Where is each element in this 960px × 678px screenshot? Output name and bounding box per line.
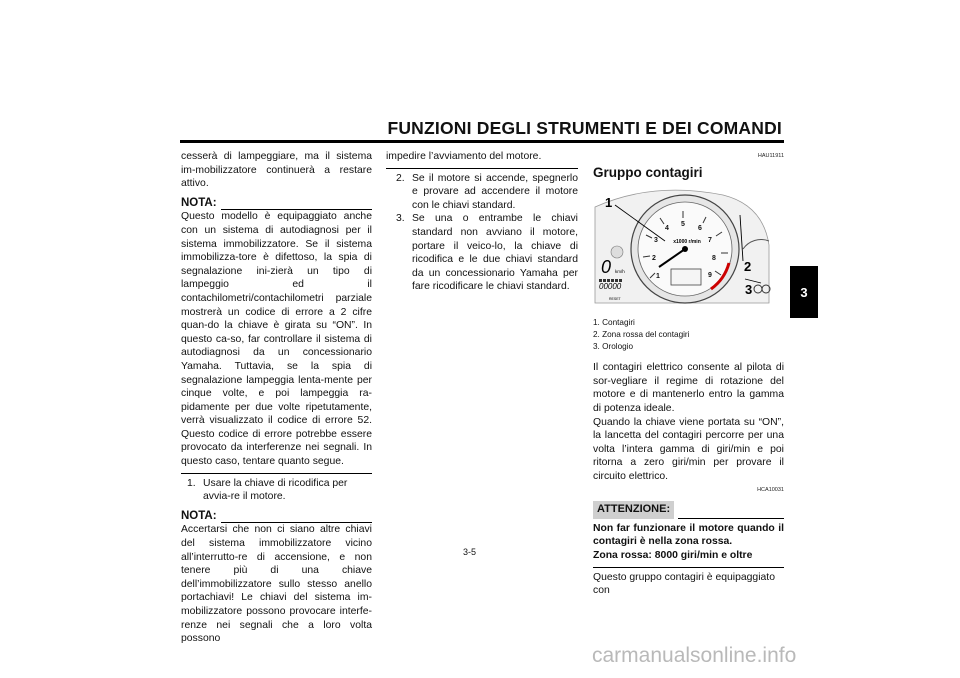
nota-text-2: Accertarsi che non ci siano altre chiavi del sistema immobilizzatore vicino all’interrutto-re di accensione, e non tenere più di una chiave dell’immobilizzatore sullo stesso anello portachiavi! Le chiavi del sistema im-mobilizzatore possono provocare interfe-renze nei segnali che a loro volta possono (181, 524, 372, 645)
tach-unit-label: x1000 r/min (673, 239, 701, 246)
callout-1: 1 (605, 195, 613, 211)
figure-captions (593, 317, 784, 353)
dial-number: 8 (712, 255, 716, 263)
attention-code: HCA10031 (757, 486, 784, 493)
caption: 1. Contagiri (593, 318, 635, 328)
divider (593, 567, 784, 568)
divider (181, 473, 372, 474)
section-title: Gruppo contagiri (593, 164, 703, 180)
caption: 2. Zona rossa del contagiri (593, 330, 690, 340)
middle-column (386, 150, 578, 294)
reset-label: RESET (609, 297, 621, 302)
watermark: carmanualsonline.info (592, 644, 797, 667)
steps-list (396, 172, 578, 294)
dial-number: 5 (681, 221, 685, 229)
list-item (396, 212, 578, 294)
step-number: 3. (396, 213, 405, 225)
left-column (181, 150, 372, 646)
nota-label: NOTA: (181, 196, 217, 209)
step-number: 1. (187, 477, 196, 489)
callout-3: 3 (745, 282, 753, 298)
odometer-digits: 00000 (599, 282, 622, 292)
steps-list (187, 477, 372, 504)
chapter-tab: 3 (790, 266, 818, 318)
tach-description: Il contagiri elettrico consente al pilota di sor-vegliare il regime di rotazione del motore e di mantenerlo entro la gamma di potenza ideale. (593, 362, 784, 414)
speed-unit: km/h (615, 269, 625, 275)
step-text: Se una o entrambe le chiavi standard non avviano il motore, portare il veico-lo, la chiave di ricodifica e le due chiavi standard da un concessionario Yamaha per fare ricodificare le chiavi standard. (412, 213, 578, 293)
right-paragraph: Questo gruppo contagiri è equipaggiato con (593, 571, 775, 597)
tachometer-figure (593, 185, 784, 313)
caption: 3. Orologio (593, 342, 634, 352)
section-code: HAU11911 (757, 153, 784, 159)
step-number: 2. (396, 172, 405, 184)
dial-number: 7 (708, 237, 712, 245)
speed-digit: 0 (601, 257, 612, 278)
tach-startup-note: Quando la chiave viene portata su “ON”, la lancetta del contagiri percorre per una volta l’intera gamma di giri/min e poi ritorna a zero giri/min per provare il circuito elettrico. (593, 416, 784, 482)
nota-label: NOTA: (181, 509, 217, 522)
page-number: 3-5 (463, 547, 477, 557)
attention-heading (593, 501, 784, 519)
dial-number: 1 (656, 273, 660, 281)
attention-redzone: Zona rossa: 8000 giri/min e oltre (593, 549, 753, 561)
list-item (396, 172, 578, 213)
page-header-title: FUNZIONI DEGLI STRUMENTI E DEI COMANDI (387, 118, 782, 138)
left-paragraph: cesserà di lampeggiare, ma il sistema im-mobilizzatore continuerà a restare attivo. (181, 151, 372, 190)
dial-number: 6 (698, 225, 702, 233)
attention-label: ATTENZIONE: (593, 501, 674, 519)
divider (386, 168, 578, 169)
right-column (593, 150, 784, 598)
callout-2: 2 (744, 259, 752, 275)
nota-text-1: Questo modello è equipaggiato anche con un sistema di autodiagnosi per il sistema immobilizzatore. Se il sistema immobilizza-tore è difettoso, la spia di segnalazione ini-zierà un tipo di lampeggio ed il contachilometri/contachilometri parziale mostrerà un codice di errore a 2 cifre quan-do la chiave è girata su “ON”. In questo ca-so, far controllare il sistema di autodiagnosi da un concessionario Yamaha. Tuttavia, se la spia di segnalazione lampeggia lenta-mente per cinque volte, e poi lampeggia ra-pidamente per due volte ripetutamente, verrà visualizzato il codice di errore 52. Questo codice di errore potrebbe essere provocato da interferenze nei segnali. In questo caso, tentare quanto segue. (181, 211, 372, 468)
dial-number: 2 (652, 255, 656, 263)
nota-heading-1 (181, 197, 372, 211)
nota-heading-2 (181, 510, 372, 524)
dial-number: 9 (708, 272, 712, 280)
middle-paragraph: impedire l’avviamento del motore. (386, 151, 542, 162)
list-item (187, 477, 372, 504)
step-text: Se il motore si accende, spegnerlo e provare ad accendere il motore con le chiavi standard. (412, 172, 578, 211)
header-rule (180, 140, 784, 143)
dial-number: 4 (665, 225, 669, 233)
step-text: Usare la chiave di ricodifica per avvia-re il motore. (203, 477, 348, 503)
dial-number: 3 (654, 237, 658, 245)
attention-text: Non far funzionare il motore quando il contagiri è nella zona rossa. (593, 522, 784, 548)
